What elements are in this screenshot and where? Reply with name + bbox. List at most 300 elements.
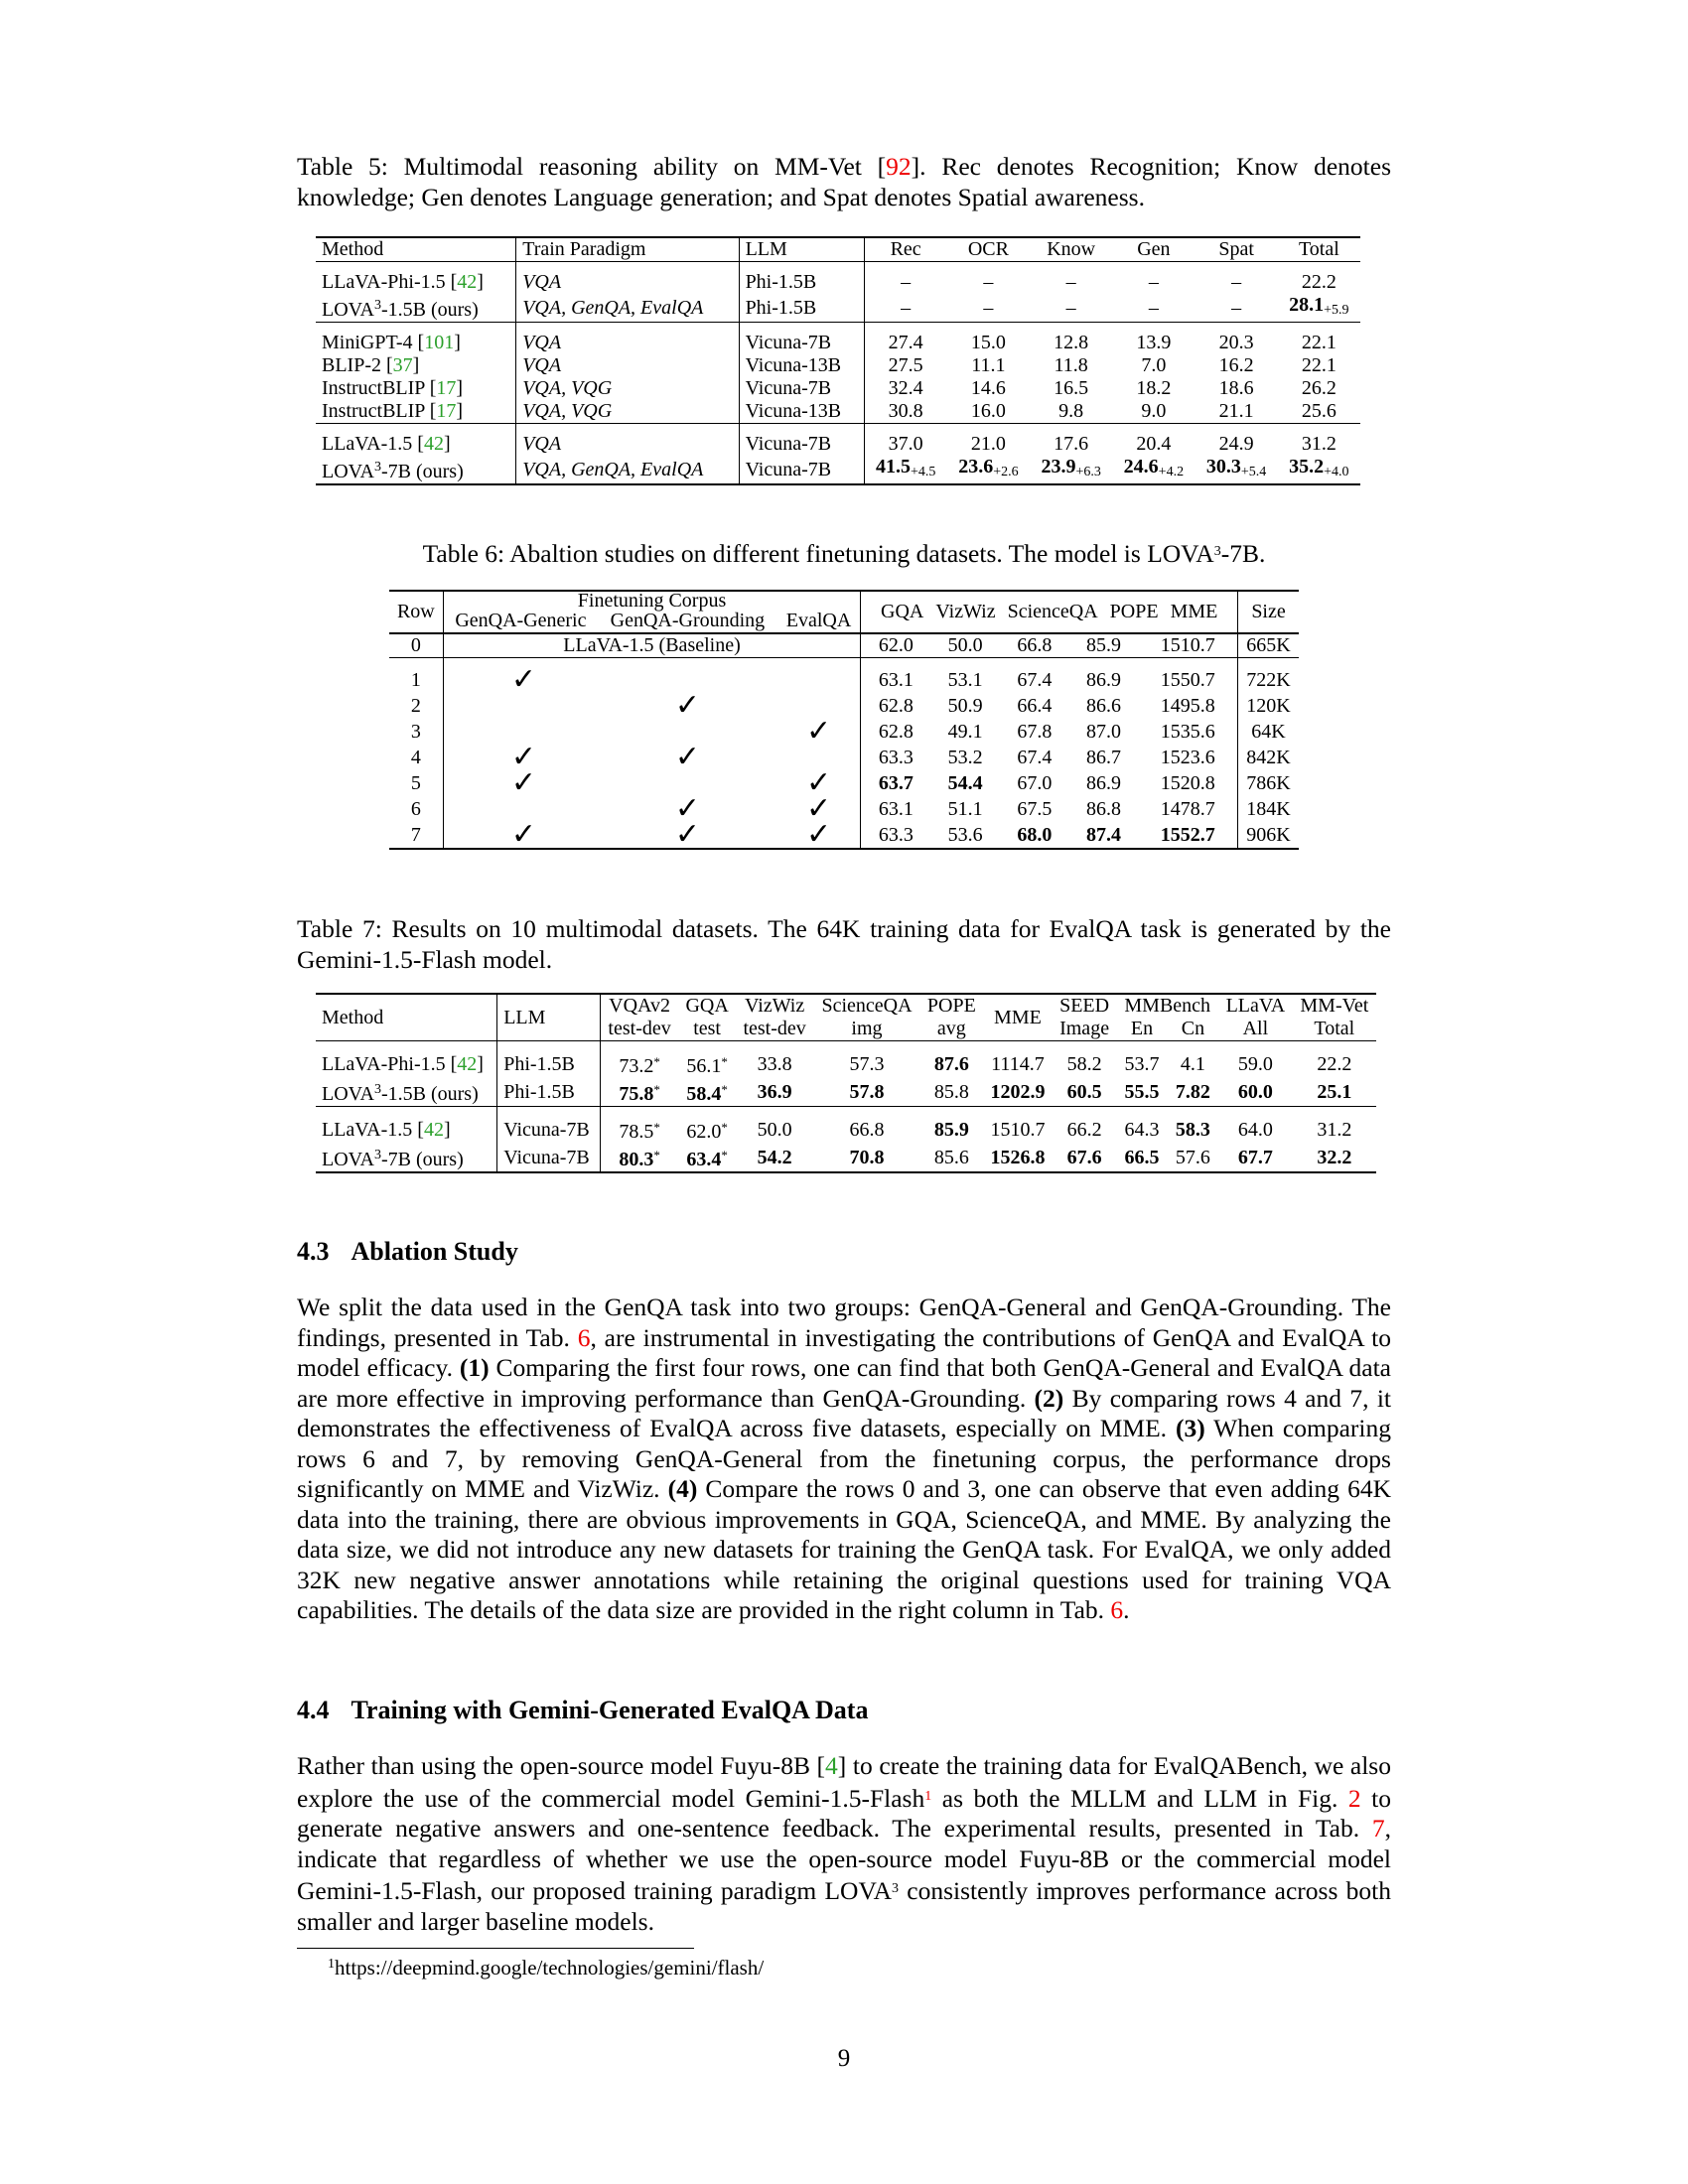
header-bottom: All: [1242, 1018, 1269, 1039]
value-cell: 87.4: [1086, 823, 1122, 846]
table-row: [316, 456, 1360, 484]
value: 60.5: [1066, 1080, 1102, 1103]
value-cell: [864, 354, 947, 377]
table7-caption: Table 7: Results on 10 multimodal datasets. The 64K training data for EvalQA task is generated by the Gemini-1.5-Flash model.: [297, 914, 1391, 974]
baseline-label: LLaVA-1.5 (Baseline): [443, 633, 861, 658]
header-bottom: Cn: [1181, 1018, 1205, 1039]
value-cell: 67.4: [1017, 668, 1053, 691]
table7: [316, 993, 1376, 1173]
method-suffix: -1.5B (ours): [380, 1083, 479, 1105]
header-ocr: OCR: [967, 238, 1009, 260]
value-cell: 1510.7: [1160, 634, 1215, 656]
value: 32.4: [888, 377, 923, 399]
value-cell: [864, 377, 947, 400]
header-top: MM-Vet: [1300, 995, 1369, 1017]
value: –: [1231, 296, 1242, 319]
citation-link[interactable]: 42: [423, 1118, 444, 1141]
method-name: LLaVA-Phi-1.5: [322, 1052, 446, 1075]
value-cell: [947, 323, 1030, 355]
check-icon: ✓: [674, 689, 700, 722]
value: 28.1: [1289, 294, 1325, 316]
value-cell: [1278, 354, 1360, 377]
header-know: Know: [1047, 238, 1096, 260]
value: 64.0: [1237, 1118, 1273, 1141]
table-row: [389, 822, 1299, 849]
value: 20.4: [1136, 433, 1172, 455]
value: 20.3: [1218, 332, 1254, 353]
method-cell: [316, 1144, 497, 1172]
method-name: BLIP-2: [322, 354, 381, 376]
value-cell: [1030, 424, 1112, 457]
llm-cell: Vicuna-7B: [497, 1144, 601, 1172]
method-name: LOVA: [322, 1083, 374, 1105]
citation-link[interactable]: 42: [457, 1052, 478, 1075]
value-cell: [1030, 354, 1112, 377]
table-row: [316, 323, 1360, 355]
value-cell: [983, 1041, 1053, 1079]
header-mme: MME: [1170, 601, 1218, 622]
header-llm: LLM: [497, 994, 601, 1041]
value-cell: 53.6: [947, 823, 983, 846]
train-paradigm: VQA, VQG: [516, 377, 739, 400]
value-cell: [947, 354, 1030, 377]
table6-header-row: [389, 591, 1299, 610]
value-cell: [1218, 1078, 1293, 1107]
value: 31.2: [1317, 1118, 1352, 1141]
value-cell: 1523.6: [1160, 746, 1215, 768]
value-cell: [678, 1144, 736, 1172]
value: 56.1: [686, 1055, 722, 1077]
value-cell: [1116, 1144, 1167, 1172]
value: 31.2: [1301, 433, 1336, 455]
value-cell: [920, 1107, 983, 1145]
value-cell: [1218, 1144, 1293, 1172]
llm-cell: Vicuna-13B: [739, 400, 864, 424]
value-cell: [947, 377, 1030, 400]
value-cell: [920, 1144, 983, 1172]
table-row: [316, 262, 1360, 295]
citation-link[interactable]: 42: [457, 271, 478, 293]
value-cell: [813, 1144, 919, 1172]
row-number: 2: [389, 693, 443, 719]
train-paradigm: VQA, GenQA, EvalQA: [516, 456, 739, 484]
train-paradigm: VQA: [516, 262, 739, 295]
value: 1510.7: [990, 1118, 1046, 1141]
value: 23.9: [1041, 456, 1076, 478]
value: 14.6: [970, 377, 1006, 399]
header-genqa-generic: GenQA-Generic: [455, 610, 587, 631]
value: 18.2: [1136, 377, 1172, 399]
size-cell: 842K: [1238, 745, 1299, 770]
value-cell: 49.1: [947, 720, 983, 743]
llm-cell: Phi-1.5B: [739, 262, 864, 295]
footnote-url[interactable]: https://deepmind.google/technologies/gemini/flash/: [335, 1956, 765, 1979]
value-cell: 53.1: [947, 668, 983, 691]
row-number: 7: [389, 822, 443, 849]
method-cell: LLaVA-1.5 [42]: [316, 424, 516, 457]
method-suffix: -1.5B (ours): [380, 299, 479, 321]
value-cell: [813, 1041, 919, 1079]
value-cell: [813, 1107, 919, 1145]
value-cell: 1552.7: [1160, 823, 1215, 846]
value-cell: [1168, 1107, 1218, 1145]
value: 70.8: [849, 1146, 885, 1168]
value: 7.0: [1141, 354, 1167, 376]
citation-link[interactable]: 37: [392, 354, 413, 376]
value-cell: [1293, 1107, 1376, 1145]
gain-subscript: +6.3: [1075, 465, 1101, 479]
value-cell: [1278, 262, 1360, 295]
value: 26.2: [1301, 377, 1336, 399]
value-cell: [1218, 1041, 1293, 1079]
value: 9.8: [1058, 400, 1084, 422]
train-paradigm: VQA, GenQA, EvalQA: [516, 294, 739, 323]
value: 66.8: [849, 1118, 885, 1141]
empty-cell: [598, 658, 777, 694]
value: 85.6: [933, 1146, 969, 1168]
value: 58.3: [1175, 1118, 1210, 1141]
value-cell: [1112, 294, 1195, 323]
gain-subscript: +5.4: [1240, 465, 1267, 479]
size-cell: 64K: [1238, 719, 1299, 745]
method-cell: InstructBLIP [17]: [316, 377, 516, 400]
value-cell: [600, 1107, 678, 1145]
superscript: 3: [373, 1148, 381, 1162]
method-cell: [316, 294, 516, 323]
value: 33.8: [757, 1052, 792, 1075]
table6: [389, 590, 1299, 850]
value-cell: [600, 1144, 678, 1172]
method-cell: LLaVA-Phi-1.5 [42]: [316, 1041, 497, 1079]
value-cell: [1196, 294, 1278, 323]
value: 4.1: [1180, 1052, 1205, 1075]
value: 63.4: [686, 1149, 722, 1170]
row-number: 3: [389, 719, 443, 745]
citation-link[interactable]: 101: [424, 332, 455, 353]
llm-cell: Vicuna-7B: [739, 323, 864, 355]
value: 22.1: [1301, 354, 1336, 376]
superscript: 3: [373, 460, 381, 475]
citation-link[interactable]: 17: [436, 400, 457, 422]
value-cell: [983, 1107, 1053, 1145]
value-cell: 63.1: [878, 668, 914, 691]
value: 57.3: [849, 1052, 885, 1075]
method-cell: [316, 1078, 497, 1107]
value: 73.2: [619, 1055, 654, 1077]
value-cell: [600, 1041, 678, 1079]
table5: [316, 236, 1360, 485]
value: 30.8: [888, 400, 923, 422]
header-bottom: avg: [936, 1018, 966, 1039]
value-cell: 63.7: [878, 771, 914, 794]
value-cell: [864, 294, 947, 323]
value: –: [1148, 271, 1159, 293]
value: 62.0: [686, 1121, 722, 1143]
table-ref-link[interactable]: 6: [1110, 1595, 1124, 1624]
asterisk: *: [721, 1082, 728, 1097]
value-cell: [1112, 323, 1195, 355]
value-cell: [1168, 1078, 1218, 1107]
gain-subscript: +4.2: [1158, 465, 1185, 479]
table-row: [316, 377, 1360, 400]
value-cell: 62.8: [878, 720, 914, 743]
llm-cell: Phi-1.5B: [497, 1078, 601, 1107]
value-cell: [1278, 400, 1360, 424]
value-cell: [1293, 1144, 1376, 1172]
size-cell: 722K: [1238, 658, 1299, 694]
llm-cell: Vicuna-7B: [739, 424, 864, 457]
value: 55.5: [1124, 1080, 1160, 1103]
value: 1202.9: [990, 1080, 1046, 1103]
value-cell: [947, 262, 1030, 295]
value-cell: 1478.7: [1160, 797, 1215, 820]
value-cell: [1196, 424, 1278, 457]
value: 11.8: [1054, 354, 1088, 376]
value-cell: [864, 424, 947, 457]
value-cell: [1112, 424, 1195, 457]
value: 11.1: [971, 354, 1006, 376]
gain-subscript: +4.0: [1324, 465, 1349, 479]
table-row: [316, 424, 1360, 457]
value-cell: [1116, 1078, 1167, 1107]
value-cell: [1278, 323, 1360, 355]
value: 78.5: [619, 1121, 654, 1143]
method-name: LOVA: [322, 461, 374, 482]
row-number: 6: [389, 796, 443, 822]
llm-cell: Vicuna-7B: [497, 1107, 601, 1145]
llm-cell: Phi-1.5B: [497, 1041, 601, 1079]
value-cell: 67.0: [1017, 771, 1053, 794]
value: 27.4: [888, 332, 923, 353]
value-cell: [1196, 400, 1278, 424]
check-icon: ✓: [674, 792, 700, 825]
value: 80.3: [619, 1149, 654, 1170]
footnote-divider: [297, 1948, 694, 1949]
value: 64.3: [1124, 1118, 1160, 1141]
method-cell: InstructBLIP [17]: [316, 400, 516, 424]
value-cell: 63.3: [878, 823, 914, 846]
value-cell: [736, 1078, 813, 1107]
value-cell: 63.3: [878, 746, 914, 768]
value-cell: [1116, 1107, 1167, 1145]
asterisk: *: [653, 1054, 660, 1069]
section-heading-4-3: 4.3 Ablation Study: [297, 1237, 518, 1266]
table-row: [316, 1107, 1376, 1145]
method-name: LLaVA-Phi-1.5: [322, 271, 446, 293]
value-cell: [983, 1078, 1053, 1107]
header-bottom: img: [851, 1018, 883, 1039]
value: 16.0: [970, 400, 1006, 422]
row-number: 4: [389, 745, 443, 770]
value-cell: [1293, 1078, 1376, 1107]
value-cell: 1550.7: [1160, 668, 1215, 691]
section-4-3-paragraph: We split the data used in the GenQA task into two groups: GenQA-General and GenQA-Grounding. The findings, presented in Tab. 6, are instrumental in investigating the contributions of GenQA and EvalQA to model efficacy. (1) Comparing the first four rows, one can find that both GenQA-General and EvalQA data are more effective in improving performance than GenQA-Grounding. (2) By comparing rows 4 and 7, it demonstrates the effectiveness of EvalQA across five datasets, especially on MME. (3) When comparing rows 6 and 7, by removing GenQA-General from the finetuning corpus, the performance drops significantly on MME and VizWiz. (4) Compare the rows 0 and 3, one can observe that even adding 64K data into the training, there are obvious improvements in GQA, ScienceQA, and MME. By analyzing the data size, we did not introduce any new datasets for training the GenQA task. For EvalQA, we only added 32K new negative answer annotations while retaining the original questions used for training VQA capabilities. The details of the data size are provided in the right column in Tab. 6.: [297, 1293, 1392, 1624]
train-paradigm: VQA, VQG: [516, 400, 739, 424]
header-top: POPE: [926, 995, 976, 1017]
train-paradigm: VQA: [516, 354, 739, 377]
value: 58.2: [1066, 1052, 1102, 1075]
check-icon: ✓: [510, 663, 536, 696]
empty-cell: [777, 658, 861, 694]
header-bottom: test: [693, 1018, 721, 1039]
value-cell: [1030, 262, 1112, 295]
table7-header-row-1: [316, 994, 1376, 1018]
header-rec: Rec: [890, 238, 921, 260]
value-cell: 1535.6: [1160, 720, 1215, 743]
value: 25.6: [1301, 400, 1336, 422]
value: 66.2: [1066, 1118, 1102, 1141]
value: 58.4: [686, 1083, 722, 1105]
value-cell: [1168, 1144, 1218, 1172]
value-cell: [1168, 1041, 1218, 1079]
citation-link[interactable]: 4: [825, 1751, 838, 1780]
superscript: 3: [373, 1082, 381, 1097]
llm-cell: Vicuna-13B: [739, 354, 864, 377]
table-row: [389, 658, 1299, 694]
value: –: [1065, 296, 1076, 319]
value: 24.9: [1218, 433, 1254, 455]
header-bottom: test-dev: [608, 1018, 671, 1039]
value: 22.2: [1317, 1052, 1352, 1075]
value-cell: [947, 294, 1030, 323]
value: 23.6: [958, 456, 994, 478]
check-icon: ✓: [674, 741, 700, 773]
value: 1114.7: [991, 1052, 1045, 1075]
check-icon: ✓: [510, 741, 536, 773]
size-cell: 665K: [1238, 633, 1299, 658]
section-heading-4-4: 4.4 Training with Gemini-Generated EvalQA Data: [297, 1696, 869, 1724]
empty-cell: [443, 693, 598, 719]
value: 67.6: [1066, 1146, 1102, 1168]
value: 66.5: [1124, 1146, 1160, 1168]
gain-subscript: +2.6: [993, 465, 1019, 479]
value-cell: [1112, 262, 1195, 295]
value-cell: 1495.8: [1160, 694, 1215, 717]
header-llm: LLM: [739, 237, 864, 262]
method-name: LLaVA-1.5: [322, 1118, 413, 1141]
header-total: Total: [1298, 238, 1339, 260]
value: 57.8: [849, 1080, 885, 1103]
value-cell: [1030, 400, 1112, 424]
value-cell: [1112, 354, 1195, 377]
value-cell: 62.0: [878, 634, 914, 656]
value-cell: [864, 456, 947, 484]
figure-ref-link[interactable]: 2: [1347, 1783, 1361, 1813]
header-pope: POPE: [1109, 601, 1159, 622]
size-cell: 184K: [1238, 796, 1299, 822]
value: 12.8: [1054, 332, 1089, 353]
value-cell: [1196, 456, 1278, 484]
value-cell: [864, 323, 947, 355]
method-suffix: -7B (ours): [380, 461, 464, 482]
header-method: Method: [316, 237, 516, 262]
header-scienceqa: ScienceQA: [1007, 601, 1098, 622]
value-cell: [920, 1078, 983, 1107]
gain-subscript: +4.5: [910, 465, 936, 479]
value: 85.8: [933, 1080, 969, 1103]
table-row: [316, 1041, 1376, 1079]
value: 16.2: [1218, 354, 1254, 376]
value-cell: [678, 1041, 736, 1079]
header-top: SEED: [1059, 995, 1110, 1017]
table-row: [316, 400, 1360, 424]
value: 36.9: [757, 1080, 792, 1103]
value-cell: 1520.8: [1160, 771, 1215, 794]
footnote-link[interactable]: 1: [924, 1788, 932, 1804]
value: 7.82: [1175, 1080, 1210, 1103]
value: 22.1: [1301, 332, 1336, 353]
value-cell: [1030, 294, 1112, 323]
value: 15.0: [970, 332, 1006, 353]
value: 21.0: [970, 433, 1006, 455]
header-top: MMBench: [1124, 995, 1211, 1017]
citation-link[interactable]: 92: [886, 152, 912, 181]
value-cell: [920, 1041, 983, 1079]
value: 53.7: [1124, 1052, 1160, 1075]
value: 27.5: [888, 354, 923, 376]
value-cell: [983, 1144, 1053, 1172]
value: 30.3: [1205, 456, 1241, 478]
value: 9.0: [1141, 400, 1167, 422]
size-cell: 786K: [1238, 770, 1299, 796]
superscript: 3: [373, 298, 381, 313]
value: –: [1231, 271, 1242, 293]
value-cell: [678, 1078, 736, 1107]
asterisk: *: [721, 1054, 728, 1069]
check-icon: ✓: [510, 766, 536, 799]
value-cell: 85.9: [1086, 634, 1122, 656]
method-cell: LLaVA-1.5 [42]: [316, 1107, 497, 1145]
gain-subscript: +5.9: [1324, 303, 1349, 318]
value: 60.0: [1237, 1080, 1273, 1103]
method-name: LLaVA-1.5: [322, 433, 413, 455]
header-top: GQA: [685, 995, 729, 1017]
value-cell: [1053, 1107, 1117, 1145]
table5-header-row: [316, 237, 1360, 262]
value: 18.6: [1218, 377, 1254, 399]
value-cell: [1053, 1041, 1117, 1079]
value-cell: [1293, 1041, 1376, 1079]
value-cell: [1030, 377, 1112, 400]
value: 16.5: [1054, 377, 1089, 399]
table-ref-link[interactable]: 7: [1371, 1814, 1385, 1843]
value-cell: 66.8: [1017, 634, 1053, 656]
value: –: [983, 271, 994, 293]
row-number: 1: [389, 658, 443, 694]
header-bottom: Image: [1059, 1018, 1110, 1039]
value-cell: [600, 1078, 678, 1107]
header-metrics: [861, 591, 1238, 633]
value-cell: 68.0: [1017, 823, 1053, 846]
check-icon: ✓: [777, 796, 861, 822]
table-ref-link[interactable]: 6: [577, 1322, 591, 1352]
value-cell: [1112, 400, 1195, 424]
value-cell: [1053, 1144, 1117, 1172]
value-cell: [678, 1107, 736, 1145]
header-top: MME: [994, 1006, 1042, 1028]
citation-link[interactable]: 17: [436, 377, 457, 399]
value-cell: 67.8: [1017, 720, 1053, 743]
asterisk: *: [653, 1148, 660, 1162]
asterisk: *: [721, 1120, 728, 1135]
llm-cell: Phi-1.5B: [739, 294, 864, 323]
method-suffix: -7B (ours): [380, 1149, 464, 1170]
citation-link[interactable]: 42: [423, 433, 444, 455]
value: 41.5: [875, 456, 911, 478]
value-cell: [1112, 456, 1195, 484]
asterisk: *: [721, 1148, 728, 1162]
header-top: VQAv2: [609, 995, 670, 1017]
